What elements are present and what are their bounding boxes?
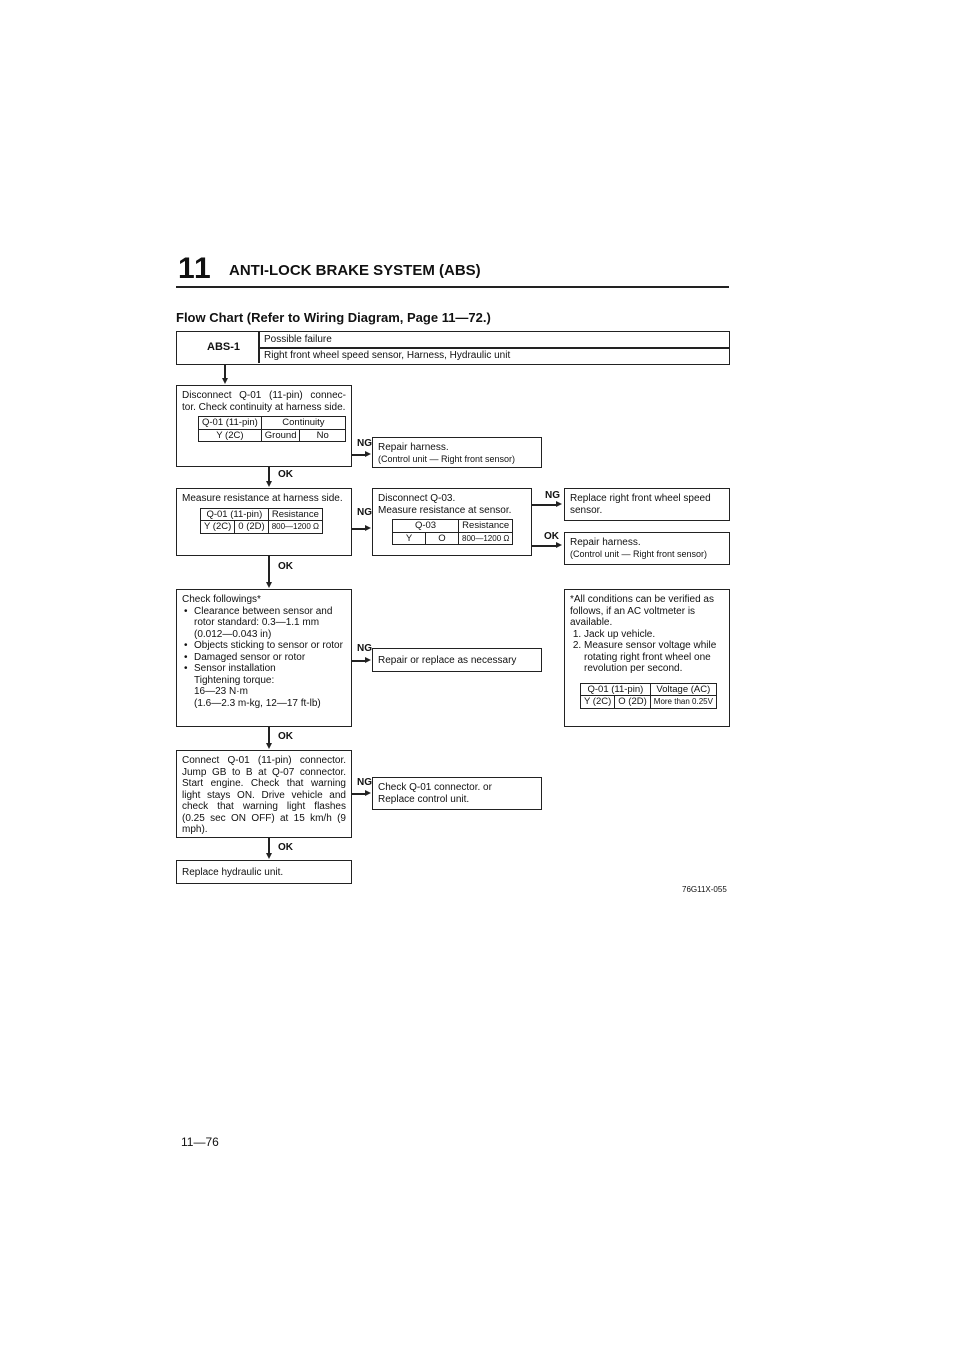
list-item: 2. Measure sensor voltage while rotating right front wheel one revolution per second. [584,640,724,675]
step2-ng-line2: Measure resistance at sensor. [378,504,512,516]
abs-code: ABS-1 [207,341,241,353]
arrow-icon [266,853,272,859]
table-header: Q-01 (11-pin) [581,683,651,696]
replace-sensor-box [564,488,730,521]
step1-ng-box [372,437,542,468]
repair-harness-line1: Repair harness. [570,537,641,548]
torque-value1: 16—23 N·m [194,686,248,697]
step4-ng-line2: Replace control unit. [378,793,470,805]
repair-harness-line2: (Control unit — Right front sensor) [570,548,708,559]
step3-ng-text: Repair or replace as necessary [378,655,517,666]
list-item: • Damaged sensor or rotor [194,652,346,664]
note-table [580,683,717,709]
abs-code-box [176,331,730,365]
section-number: 11 [178,252,212,285]
table-cell: Y (2C) [581,696,615,709]
ng-label: NG [357,643,372,654]
torque-value2: (1.6—2.3 m-kg, 12—17 ft-lb) [194,697,321,709]
table-cell: 800—1200 Ω [268,521,322,534]
connector-step4-ng [352,793,366,795]
table-cell: Y (2C) [201,521,235,534]
table-cell: More than 0.25V [650,696,716,709]
arrow-icon [365,790,371,796]
connector-sensor-ng [532,504,556,506]
arrow-icon [365,451,371,457]
step1-box [176,385,352,467]
step3-ng-box [372,648,542,672]
step5-text: Replace hydraulic unit. [182,867,284,878]
arrow-icon [365,525,371,531]
table-header: Continuity [261,417,345,430]
step5-box [176,860,352,884]
arrow-icon [266,481,272,487]
table-cell: No [300,429,346,442]
flow-chart-title: Flow Chart (Refer to Wiring Diagram, Page 11—72.) [176,310,491,325]
step3-list [182,606,346,675]
ng-label: NG [357,777,372,788]
step4-box [176,750,352,838]
connector-step4-step5 [268,838,270,854]
note-box [564,589,730,727]
step2-box [176,488,352,556]
table-header: Q-03 [393,520,459,533]
table-cell: Y (2C) [199,429,262,442]
arrow-icon [556,501,562,507]
step4-text: Connect Q-01 (11-pin) connector. Jump GB to B at Q-07 connector. Start engine. Check that warning light stays ON. Drive vehicle and check that warning light flashes (0.25 sec ON OFF) at 15 km/h (9 mph). [182,755,346,835]
step1-text: Disconnect Q-01 (11-pin) connec- tor. Check continuity at harness side. [182,390,346,413]
ok-label: OK [278,842,293,853]
arrow-icon [222,378,228,384]
ok-label: OK [278,561,293,572]
note-steps [570,629,724,675]
connector-step2-ng [352,528,366,530]
connector-sensor-ok [532,545,556,547]
page-number: 11—76 [181,1135,219,1149]
ok-label: OK [278,731,293,742]
step1-ng-line1: Repair harness. [378,442,449,453]
step1-ng-line2: (Control unit — Right front sensor) [378,453,516,464]
ng-label: NG [357,438,372,449]
connector-step2-step3 [268,556,270,582]
failure-list: Right front wheel speed sensor, Harness, Hydraulic unit [264,350,511,361]
step2-table [200,508,323,534]
connector-step3-ng [352,660,366,662]
table-header: Voltage (AC) [650,683,716,696]
note-intro: *All conditions can be verified as follows, if an AC voltmeter is available. [570,594,714,628]
arrow-icon [266,582,272,588]
list-item: • Sensor installation [194,663,346,675]
table-cell: Y [393,532,426,545]
step3-box [176,589,352,727]
section-title: ANTI-LOCK BRAKE SYSTEM (ABS) [229,262,481,279]
ng-label: NG [357,507,372,518]
table-header: Resistance [459,520,513,533]
step2-text: Measure resistance at harness side. [182,493,343,504]
torque-label: Tightening torque: [194,674,275,686]
table-cell: Ground [261,429,300,442]
ok-label: OK [544,531,559,542]
connector-step1-ng [352,454,366,456]
table-cell: O (2D) [615,696,651,709]
step2-ng-line1: Disconnect Q-03. [378,493,456,504]
connector-abs-step1 [224,365,226,379]
ok-label: OK [278,469,293,480]
step3-heading: Check followings* [182,594,261,605]
arrow-icon [365,657,371,663]
step4-ng-box [372,777,542,810]
list-item: 1. Jack up vehicle. [584,629,724,641]
step2-ng-box [372,488,532,556]
table-header: Q-01 (11-pin) [199,417,262,430]
possible-failure-label: Possible failure [264,334,332,345]
table-cell: 800—1200 Ω [459,532,513,545]
table-header: Q-01 (11-pin) [201,508,269,521]
connector-step3-step4 [268,727,270,743]
arrow-icon [556,542,562,548]
ng-label: NG [545,490,560,501]
table-header: Resistance [268,508,322,521]
list-item: • Objects sticking to sensor or rotor [194,640,346,652]
arrow-icon [266,743,272,749]
step1-table [198,416,346,442]
table-cell: O [426,532,459,545]
header-rule [176,286,729,288]
replace-sensor-line2: sensor. [570,504,603,516]
connector-step1-step2 [268,467,270,481]
replace-sensor-line1: Replace right front wheel speed [570,493,711,504]
step4-ng-line1: Check Q-01 connector. or [378,782,492,793]
step2-ng-table [392,519,513,545]
table-cell: 0 (2D) [235,521,268,534]
abs-row-divider [258,347,729,349]
figure-code: 76G11X-055 [682,885,727,894]
repair-harness-box [564,532,730,565]
list-item: • Clearance between sensor and rotor standard: 0.3—1.1 mm (0.012—0.043 in) [194,606,346,641]
